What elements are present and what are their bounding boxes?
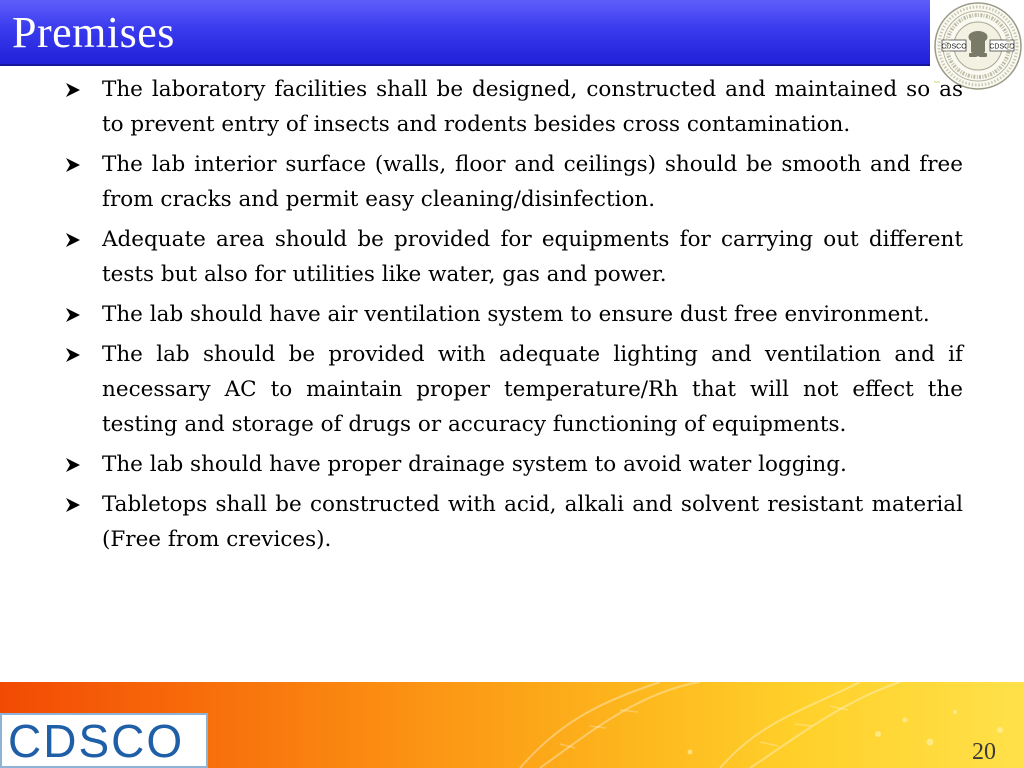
- arrow-bullet-icon: [64, 231, 82, 249]
- list-item-text: The laboratory facilities shall be designed, constructed and maintained so as to prevent entry of insects and rodents besides cross contamination.: [102, 77, 963, 137]
- seal-label-left: CDSCO: [941, 43, 967, 51]
- list-item: [64, 297, 963, 332]
- list-item-text: The lab should have air ventilation system to ensure dust free environment.: [102, 302, 930, 327]
- list-item: [64, 337, 963, 442]
- title-bar: [0, 0, 930, 66]
- list-item: [64, 72, 963, 142]
- arrow-bullet-icon: [64, 306, 82, 324]
- list-item: [64, 447, 963, 482]
- bullet-list: [64, 72, 963, 562]
- list-item-text: The lab should be provided with adequate lighting and ventilation and if necessary AC to maintain proper temperature/Rh that will not effect the testing and storage of drugs or accuracy functioning of equipments.: [102, 342, 963, 437]
- arrow-bullet-icon: [64, 496, 82, 514]
- list-item-text: The lab interior surface (walls, floor and ceilings) should be smooth and free from cracks and permit easy cleaning/disinfection.: [102, 152, 963, 212]
- page-number: 20: [972, 739, 996, 765]
- list-item-text: Tabletops shall be constructed with acid, alkali and solvent resistant material (Free from crevices).: [102, 492, 963, 552]
- arrow-bullet-icon: [64, 456, 82, 474]
- arrow-bullet-icon: [64, 156, 82, 174]
- list-item-text: The lab should have proper drainage system to avoid water logging.: [102, 452, 847, 477]
- list-item: [64, 487, 963, 557]
- cdsco-footer-logo: [0, 713, 208, 768]
- seal-label-right: CDSCO: [989, 43, 1015, 51]
- arrow-bullet-icon: [64, 81, 82, 99]
- slide-title: Premises: [12, 8, 175, 57]
- cdsco-logo-text: CDSCO: [8, 715, 185, 767]
- list-item: [64, 222, 963, 292]
- arrow-bullet-icon: [64, 346, 82, 364]
- list-item-text: Adequate area should be provided for equipments for carrying out different tests but also for utilities like water, gas and power.: [102, 227, 963, 287]
- list-item: [64, 147, 963, 217]
